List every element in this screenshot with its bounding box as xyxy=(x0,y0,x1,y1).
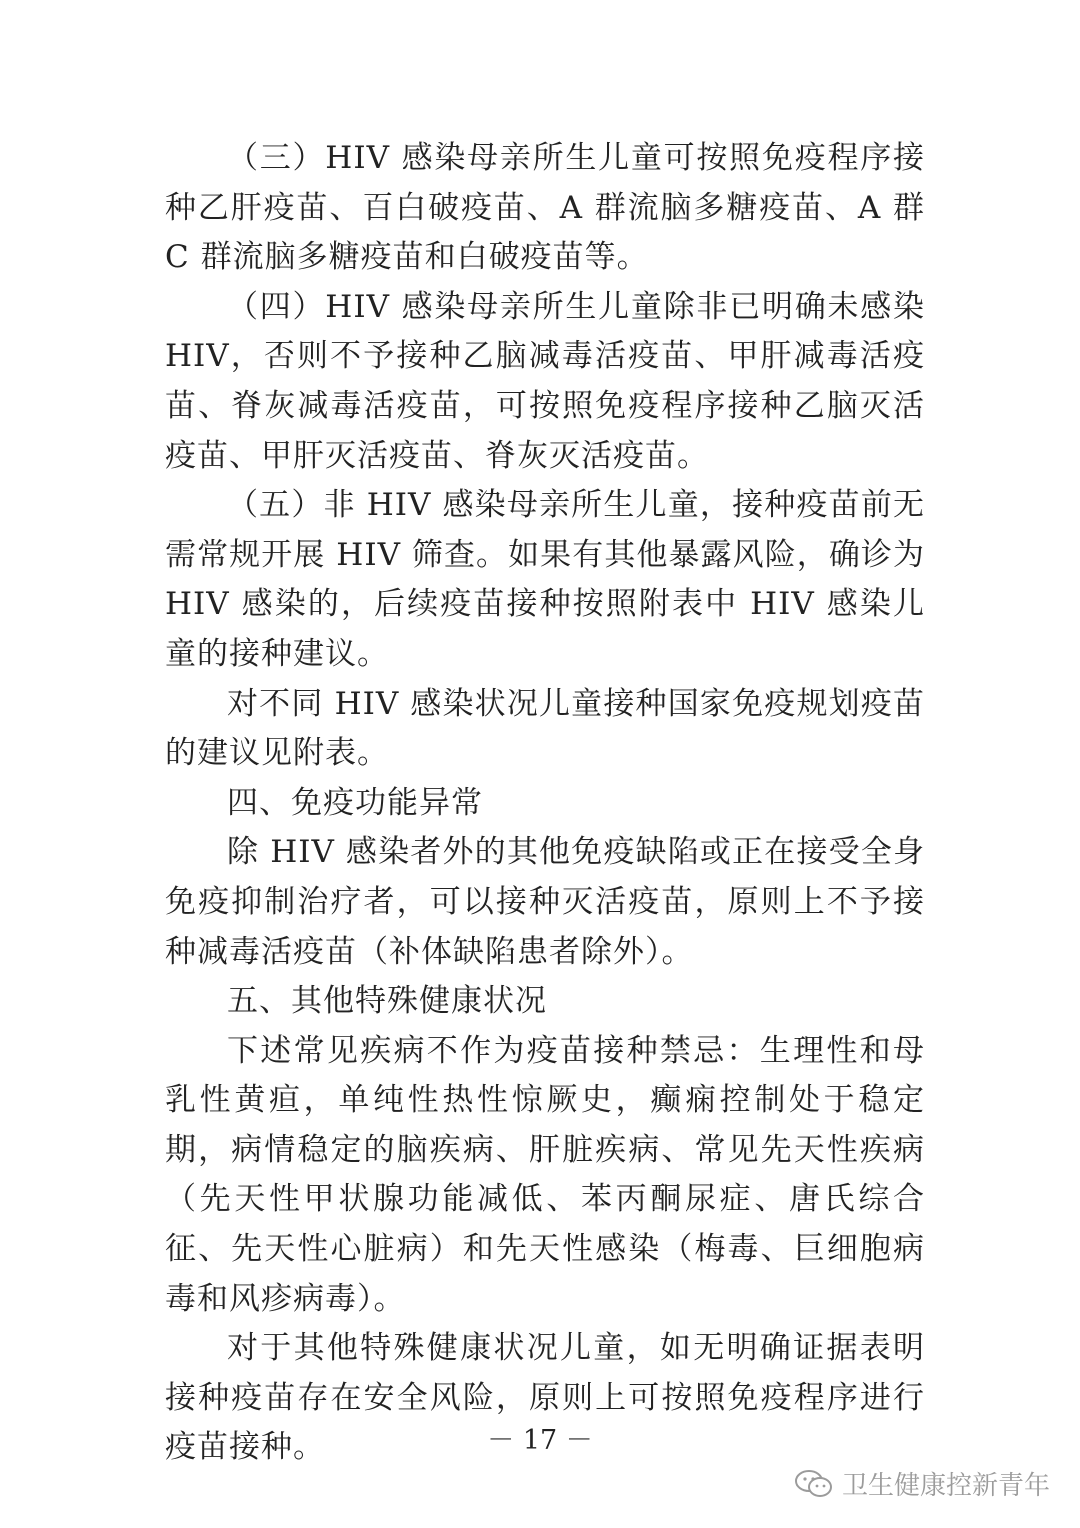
paragraph-common-diseases: 下述常见疾病不作为疫苗接种禁忌：生理性和母乳性黄疸，单纯性热性惊厥史，癫痫控制处于稳定期，病情稳定的脑疾病、肝脏疾病、常见先天性疾病（先天性甲状腺功能减低、苯丙酮尿症、唐氏综合征、先天性心脏病）和先天性感染（梅毒、巨细胞病毒和风疹病毒）。 xyxy=(165,1032,925,1317)
page-number: － 17 － xyxy=(487,1425,593,1456)
section-heading-other-conditions: 五、其他特殊健康状况 xyxy=(227,983,547,1020)
watermark-text: 卫生健康控新青年 xyxy=(841,1471,1050,1501)
paragraph-3: （三）HIV 感染母亲所生儿童可按照免疫程序接种乙肝疫苗、百白破疫苗、A 群流脑多糖疫苗、A 群 C 群流脑多糖疫苗和白破疫苗等。 xyxy=(165,140,925,276)
wechat-icon xyxy=(794,1468,834,1500)
document-body xyxy=(165,134,925,1473)
paragraph-other-conditions: 对于其他特殊健康状况儿童，如无明确证据表明接种疫苗存在安全风险，原则上可按照免疫程序进行疫苗接种。 xyxy=(165,1330,925,1466)
paragraph-4: （四）HIV 感染母亲所生儿童除非已明确未感染 HIV，否则不予接种乙脑减毒活疫苗、甲肝减毒活疫苗、脊灰减毒活疫苗，可按照免疫程序接种乙脑灭活疫苗、甲肝灭活疫苗、脊灰灭活疫苗。 xyxy=(165,288,925,474)
section-heading-immune-dysfunction: 四、免疫功能异常 xyxy=(227,784,483,821)
paragraph-appendix-note: 对不同 HIV 感染状况儿童接种国家免疫规划疫苗的建议见附表。 xyxy=(165,685,925,772)
paragraph-immune-dysfunction: 除 HIV 感染者外的其他免疫缺陷或正在接受全身免疫抑制治疗者，可以接种灭活疫苗，原则上不予接种减毒活疫苗（补体缺陷患者除外）。 xyxy=(165,834,925,970)
paragraph-5: （五）非 HIV 感染母亲所生儿童，接种疫苗前无需常规开展 HIV 筛查。如果有其他暴露风险，确诊为 HIV 感染的，后续疫苗接种按照附表中 HIV 感染儿童的接种建议。 xyxy=(165,487,925,672)
watermark xyxy=(794,1465,1050,1502)
